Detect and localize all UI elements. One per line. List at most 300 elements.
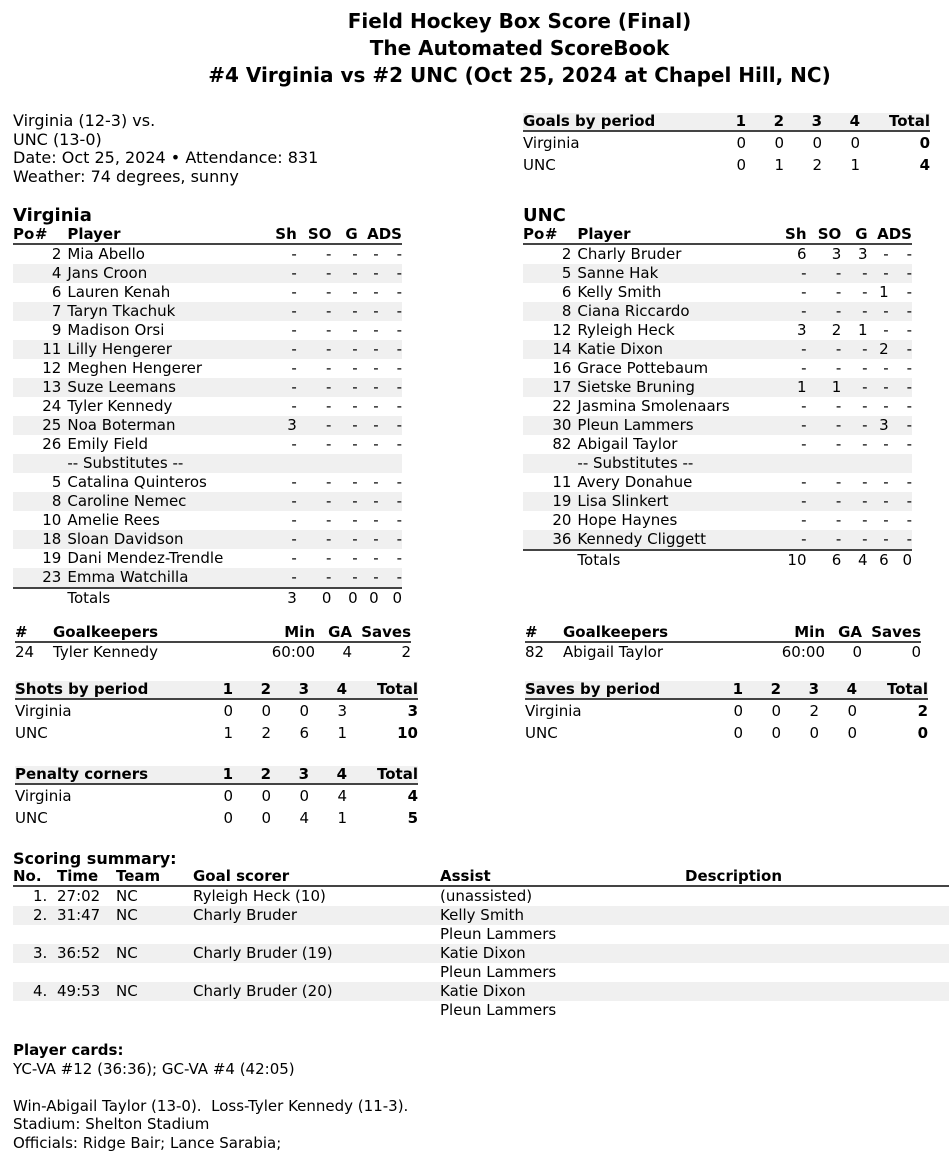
period-value: 0 xyxy=(774,134,784,152)
player-stat: - xyxy=(883,435,889,453)
period-table-label: Saves by period xyxy=(525,681,687,699)
player-stat: - xyxy=(883,321,889,339)
player-row xyxy=(13,340,402,359)
goal-assist: (unassisted) xyxy=(440,887,533,905)
goalkeepers-virginia-table xyxy=(15,624,411,662)
player-stat: - xyxy=(807,416,842,435)
goal-number: 4. xyxy=(13,982,57,1001)
player-position xyxy=(13,492,35,511)
goal-description xyxy=(685,944,949,963)
player-name: Emily Field xyxy=(67,435,149,453)
totals-row xyxy=(13,588,402,608)
player-number: 26 xyxy=(42,435,62,453)
info-date-attendance: Date: Oct 25, 2024 • Attendance: 831 xyxy=(13,148,319,167)
player-stat: - xyxy=(807,302,842,321)
period-header: 3 xyxy=(781,681,819,699)
player-position xyxy=(523,264,545,283)
player-stat: - xyxy=(291,321,297,339)
player-stat: - xyxy=(883,473,889,491)
player-position xyxy=(13,549,35,568)
player-stat: - xyxy=(352,397,358,415)
player-stat: - xyxy=(807,492,842,511)
virginia-box-table xyxy=(13,226,402,608)
player-stat: - xyxy=(358,530,379,549)
player-number: 19 xyxy=(545,492,578,511)
player-stat: - xyxy=(358,378,379,397)
totals-value: 3 xyxy=(260,588,297,608)
player-stat: - xyxy=(862,473,868,491)
team-name-unc: UNC xyxy=(523,205,566,226)
player-stat: - xyxy=(801,359,807,377)
period-team: Virginia xyxy=(15,787,72,805)
goal-number: 2. xyxy=(13,906,57,925)
player-position xyxy=(523,378,545,397)
player-position xyxy=(13,511,35,530)
player-stat: - xyxy=(297,416,332,435)
player-cards-title: Player cards: xyxy=(13,1041,124,1059)
player-stat: - xyxy=(352,549,358,567)
player-stat: - xyxy=(331,340,357,359)
player-position xyxy=(13,264,35,283)
player-stat: - xyxy=(331,264,357,283)
period-value: 0 xyxy=(736,156,746,174)
player-position xyxy=(13,530,35,549)
box-header-ds: DS xyxy=(378,225,402,243)
player-position xyxy=(13,435,35,454)
player-stat: - xyxy=(801,511,807,529)
player-stat: - xyxy=(373,283,379,301)
player-stat: - xyxy=(352,473,358,491)
player-row xyxy=(13,530,402,549)
period-header: 3 xyxy=(784,113,822,131)
goalkeepers-header-row xyxy=(15,624,411,642)
player-stat: - xyxy=(260,492,297,511)
period-header: 4 xyxy=(819,681,857,699)
period-total: 4 xyxy=(407,787,418,805)
goal-assist: Kelly Smith xyxy=(440,906,685,925)
goalkeeper-goals-against: 0 xyxy=(852,643,862,661)
player-stat: - xyxy=(883,511,889,529)
goal-scorer: Charly Bruder xyxy=(193,906,440,925)
player-stat: 2 xyxy=(831,321,842,339)
period-header-row xyxy=(15,766,418,784)
period-value: 0 xyxy=(736,134,746,152)
box-header-po: Po xyxy=(13,225,35,243)
player-stat: - xyxy=(358,302,379,321)
player-stat: - xyxy=(373,435,379,453)
period-value: 0 xyxy=(733,702,743,720)
player-stat: - xyxy=(358,264,379,283)
player-stat: - xyxy=(841,530,867,550)
period-header: 3 xyxy=(271,681,309,699)
goalkeeper-minutes: 60:00 xyxy=(271,643,315,661)
player-stat: - xyxy=(868,302,889,321)
period-header: 1 xyxy=(687,681,743,699)
player-stat: - xyxy=(326,397,332,415)
player-name: Emma Watchilla xyxy=(67,568,260,588)
player-stat xyxy=(260,454,297,473)
player-number: 36 xyxy=(545,530,578,550)
player-name: Katie Dixon xyxy=(577,340,769,359)
player-stat: - xyxy=(396,473,402,491)
period-value: 0 xyxy=(847,702,857,720)
box-header-g: G xyxy=(841,226,867,244)
goalkeepers-header: # xyxy=(15,624,53,642)
period-row xyxy=(15,807,418,829)
saves-by-period xyxy=(525,681,928,744)
player-row xyxy=(13,302,402,321)
player-stat: - xyxy=(906,283,912,301)
goal-team: NC xyxy=(116,982,193,1001)
player-row xyxy=(523,435,912,454)
period-value: 4 xyxy=(299,809,309,827)
player-stat: 3 xyxy=(868,416,889,435)
player-stat xyxy=(889,454,912,473)
player-position xyxy=(523,435,545,454)
period-team: Virginia xyxy=(15,702,72,720)
totals-value: 6 xyxy=(807,550,842,570)
goal-team: NC xyxy=(116,944,193,963)
player-stat: - xyxy=(862,435,868,453)
player-stat: - xyxy=(291,435,297,453)
player-stat: - xyxy=(883,397,889,415)
player-position xyxy=(523,530,545,550)
player-stat xyxy=(868,454,889,473)
box-header-player: Player xyxy=(67,226,260,244)
scoring-row xyxy=(13,982,949,1001)
player-row xyxy=(13,244,402,264)
report-subtitle: The Automated ScoreBook xyxy=(369,36,670,60)
period-value: 2 xyxy=(812,156,822,174)
player-stat: - xyxy=(889,378,912,397)
period-value: 0 xyxy=(771,724,781,742)
penalty-corners-table xyxy=(15,766,418,829)
player-stat: - xyxy=(396,435,402,453)
goal-description xyxy=(685,963,949,982)
player-position xyxy=(13,321,35,340)
goalkeepers-unc xyxy=(525,624,921,662)
goal-assist: Katie Dixon xyxy=(440,982,685,1001)
player-stat: - xyxy=(358,568,379,588)
player-number: 17 xyxy=(545,378,578,397)
period-value: 0 xyxy=(223,702,233,720)
player-number: 12 xyxy=(42,359,62,377)
player-stat: - xyxy=(770,416,807,435)
box-header-sh: Sh xyxy=(770,226,807,244)
goalkeeper-number: 82 xyxy=(525,643,545,661)
goalkeeper-row xyxy=(525,642,921,662)
player-stat: - xyxy=(373,549,379,567)
totals-value: 0 xyxy=(358,588,379,608)
player-name: Amelie Rees xyxy=(67,511,160,529)
period-total: 2 xyxy=(917,702,928,720)
player-stat: - xyxy=(906,245,912,263)
shots-by-period-table xyxy=(15,681,418,744)
scoring-header: Assist xyxy=(440,868,685,886)
player-stat: - xyxy=(906,473,912,491)
player-name: Kelly Smith xyxy=(577,283,662,301)
player-stat: - xyxy=(260,568,297,588)
player-cards: YC-VA #12 (36:36); GC-VA #4 (42:05) xyxy=(13,1059,295,1078)
box-header-row xyxy=(13,226,402,244)
goals-by-period xyxy=(523,113,930,176)
goal-scorer: Charly Bruder (20) xyxy=(193,982,440,1001)
box-header-so: SO xyxy=(297,226,332,244)
player-stat: - xyxy=(396,245,402,263)
player-row xyxy=(13,283,402,302)
unc-box-table xyxy=(523,226,912,570)
player-stat: - xyxy=(379,530,402,549)
totals-spacer xyxy=(35,588,67,608)
player-name: Tyler Kennedy xyxy=(67,397,173,415)
player-name: Kennedy Cliggett xyxy=(577,530,769,550)
totals-spacer xyxy=(523,550,545,570)
player-stat: - xyxy=(835,397,842,415)
box-header-a: A xyxy=(868,226,889,244)
player-stat: 1 xyxy=(770,378,807,397)
goalkeepers-header: Saves xyxy=(862,624,921,642)
player-stat xyxy=(331,454,357,473)
goalkeepers-header: Saves xyxy=(352,624,411,642)
player-stat: - xyxy=(770,340,807,359)
player-stat: - xyxy=(889,530,912,550)
player-row xyxy=(13,416,402,435)
period-value: 3 xyxy=(337,702,347,720)
player-name: Madison Orsi xyxy=(67,321,165,339)
player-name: Grace Pottebaum xyxy=(577,359,709,377)
player-stat: - xyxy=(396,511,402,529)
player-stat: - xyxy=(358,416,379,435)
player-stat: - xyxy=(770,302,807,321)
player-name: Lauren Kenah xyxy=(67,283,171,301)
period-value: 1 xyxy=(223,724,233,742)
box-header-po: Po xyxy=(523,225,545,243)
player-stat: - xyxy=(862,359,868,377)
player-stat: - xyxy=(396,549,402,567)
scoring-blank xyxy=(57,963,116,982)
player-row xyxy=(13,511,402,530)
player-stat xyxy=(841,454,867,473)
period-header: Total xyxy=(860,113,930,131)
player-number xyxy=(35,454,67,473)
player-name: Sanne Hak xyxy=(577,264,769,283)
player-number: 11 xyxy=(552,473,572,491)
player-name: Mia Abello xyxy=(67,245,145,263)
goal-description xyxy=(685,906,949,925)
period-value: 0 xyxy=(261,702,271,720)
box-header-ds: DS xyxy=(888,225,912,243)
period-total: 0 xyxy=(917,724,928,742)
period-total: 4 xyxy=(919,156,930,174)
player-stat: - xyxy=(291,245,297,263)
penalty-corners xyxy=(15,766,418,829)
period-team: Virginia xyxy=(525,702,582,720)
matchup-title: #4 Virginia vs #2 UNC (Oct 25, 2024 at Chapel Hill, NC) xyxy=(208,63,831,87)
totals-value: 0 xyxy=(889,550,912,570)
player-stat: - xyxy=(358,340,379,359)
player-stat: - xyxy=(807,264,842,283)
period-value: 0 xyxy=(261,787,271,805)
box-header-num: # xyxy=(35,226,67,244)
goalkeepers-header: GA xyxy=(825,624,862,642)
player-stat: 2 xyxy=(868,340,889,359)
player-stat xyxy=(358,454,379,473)
period-value: 0 xyxy=(223,809,233,827)
player-stat: - xyxy=(352,511,358,529)
goalkeepers-unc-table xyxy=(525,624,921,662)
player-stat: - xyxy=(801,473,807,491)
period-team: UNC xyxy=(15,809,48,827)
player-position xyxy=(13,473,35,492)
player-stat: - xyxy=(379,568,402,588)
player-number: 10 xyxy=(42,511,62,529)
player-stat: - xyxy=(331,416,357,435)
player-stat xyxy=(807,454,842,473)
player-row xyxy=(13,473,402,492)
period-value: 0 xyxy=(847,724,857,742)
player-stat: 1 xyxy=(858,321,868,339)
player-row xyxy=(13,568,402,588)
player-position xyxy=(13,454,35,473)
player-stat: - xyxy=(835,511,842,529)
period-value: 0 xyxy=(261,809,271,827)
player-row xyxy=(523,530,912,550)
goal-scorer: Ryleigh Heck (10) xyxy=(193,887,326,905)
player-position xyxy=(13,568,35,588)
period-header: 4 xyxy=(822,113,860,131)
player-stat: - xyxy=(379,492,402,511)
period-total: 0 xyxy=(919,134,930,152)
box-header-so: SO xyxy=(807,226,842,244)
goals-by-period-table xyxy=(523,113,930,176)
player-name: Catalina Quinteros xyxy=(67,473,207,491)
shots-by-period xyxy=(15,681,418,744)
player-stat: - xyxy=(291,397,297,415)
period-value: 0 xyxy=(812,134,822,152)
player-stat: - xyxy=(889,340,912,359)
period-header: 2 xyxy=(233,766,271,784)
player-stat: - xyxy=(807,340,842,359)
player-row xyxy=(523,359,912,378)
player-stat: - xyxy=(297,378,332,397)
player-stat: - xyxy=(352,435,358,453)
period-header: 1 xyxy=(177,766,233,784)
player-stat: - xyxy=(297,492,332,511)
player-name: Sloan Davidson xyxy=(67,530,260,549)
player-row xyxy=(523,302,912,321)
scoring-blank xyxy=(116,963,193,982)
period-header-row xyxy=(15,681,418,699)
goalkeepers-header-row xyxy=(525,624,921,642)
totals-spacer xyxy=(13,588,35,608)
period-row xyxy=(525,699,928,722)
player-name: Sietske Bruning xyxy=(577,378,769,397)
player-row xyxy=(13,378,402,397)
player-position xyxy=(523,492,545,511)
scoring-blank xyxy=(116,925,193,944)
player-stat: - xyxy=(373,321,379,339)
player-stat: - xyxy=(883,245,889,263)
player-stat: - xyxy=(291,283,297,301)
player-stat xyxy=(770,454,807,473)
player-stat: - xyxy=(260,264,297,283)
player-name: Noa Boterman xyxy=(67,416,260,435)
player-stat: - xyxy=(889,264,912,283)
scoring-blank xyxy=(116,1001,193,1020)
goalkeepers-virginia xyxy=(15,624,411,662)
player-stat: - xyxy=(291,549,297,567)
player-stat: - xyxy=(835,435,842,453)
player-stat: - xyxy=(373,473,379,491)
player-stat: - xyxy=(841,492,867,511)
scoring-blank xyxy=(57,1001,116,1020)
scoring-assist-row xyxy=(13,1001,949,1020)
goalkeepers-header: Min xyxy=(223,624,315,642)
player-stat: - xyxy=(373,397,379,415)
player-number: 12 xyxy=(552,321,572,339)
goal-description xyxy=(685,925,949,944)
period-row xyxy=(523,154,930,176)
totals-value: 0 xyxy=(331,588,357,608)
player-number: 8 xyxy=(545,302,578,321)
player-position xyxy=(13,397,35,416)
player-stat: - xyxy=(260,378,297,397)
period-header: 1 xyxy=(177,681,233,699)
box-header-num: # xyxy=(545,226,578,244)
goal-assist: Pleun Lammers xyxy=(440,963,557,981)
period-value: 6 xyxy=(299,724,309,742)
goal-time: 27:02 xyxy=(57,887,101,905)
totals-value: 10 xyxy=(770,550,807,570)
period-row xyxy=(525,722,928,744)
player-stat: - xyxy=(373,359,379,377)
player-position xyxy=(13,416,35,435)
player-stat: - xyxy=(326,245,332,263)
player-number: 8 xyxy=(35,492,67,511)
player-stat: - xyxy=(770,492,807,511)
player-stat: - xyxy=(373,245,379,263)
player-row xyxy=(523,492,912,511)
period-header-row xyxy=(525,681,928,699)
period-team: Virginia xyxy=(523,134,580,152)
player-stat xyxy=(297,454,332,473)
player-stat xyxy=(379,454,402,473)
player-row xyxy=(13,321,402,340)
player-stat: - xyxy=(326,549,332,567)
player-position xyxy=(523,340,545,359)
player-stat: - xyxy=(841,416,867,435)
player-row xyxy=(523,511,912,530)
player-stat: - xyxy=(906,397,912,415)
player-number: 25 xyxy=(35,416,67,435)
unc-box xyxy=(523,206,912,570)
goalkeeper-saves: 0 xyxy=(911,643,921,661)
player-number: 2 xyxy=(561,245,572,263)
period-value: 4 xyxy=(337,787,347,805)
scoring-row xyxy=(13,944,949,963)
player-name: Ciana Riccardo xyxy=(577,302,769,321)
period-value: 0 xyxy=(771,702,781,720)
player-stat: - xyxy=(331,492,357,511)
period-value: 1 xyxy=(337,724,347,742)
period-table-label: Goals by period xyxy=(523,113,693,131)
goal-description xyxy=(685,1001,949,1020)
player-stat: - xyxy=(352,283,358,301)
period-total: 3 xyxy=(407,702,418,720)
player-stat: - xyxy=(297,264,332,283)
player-stat: - xyxy=(841,340,867,359)
goal-number: 3. xyxy=(13,944,57,963)
